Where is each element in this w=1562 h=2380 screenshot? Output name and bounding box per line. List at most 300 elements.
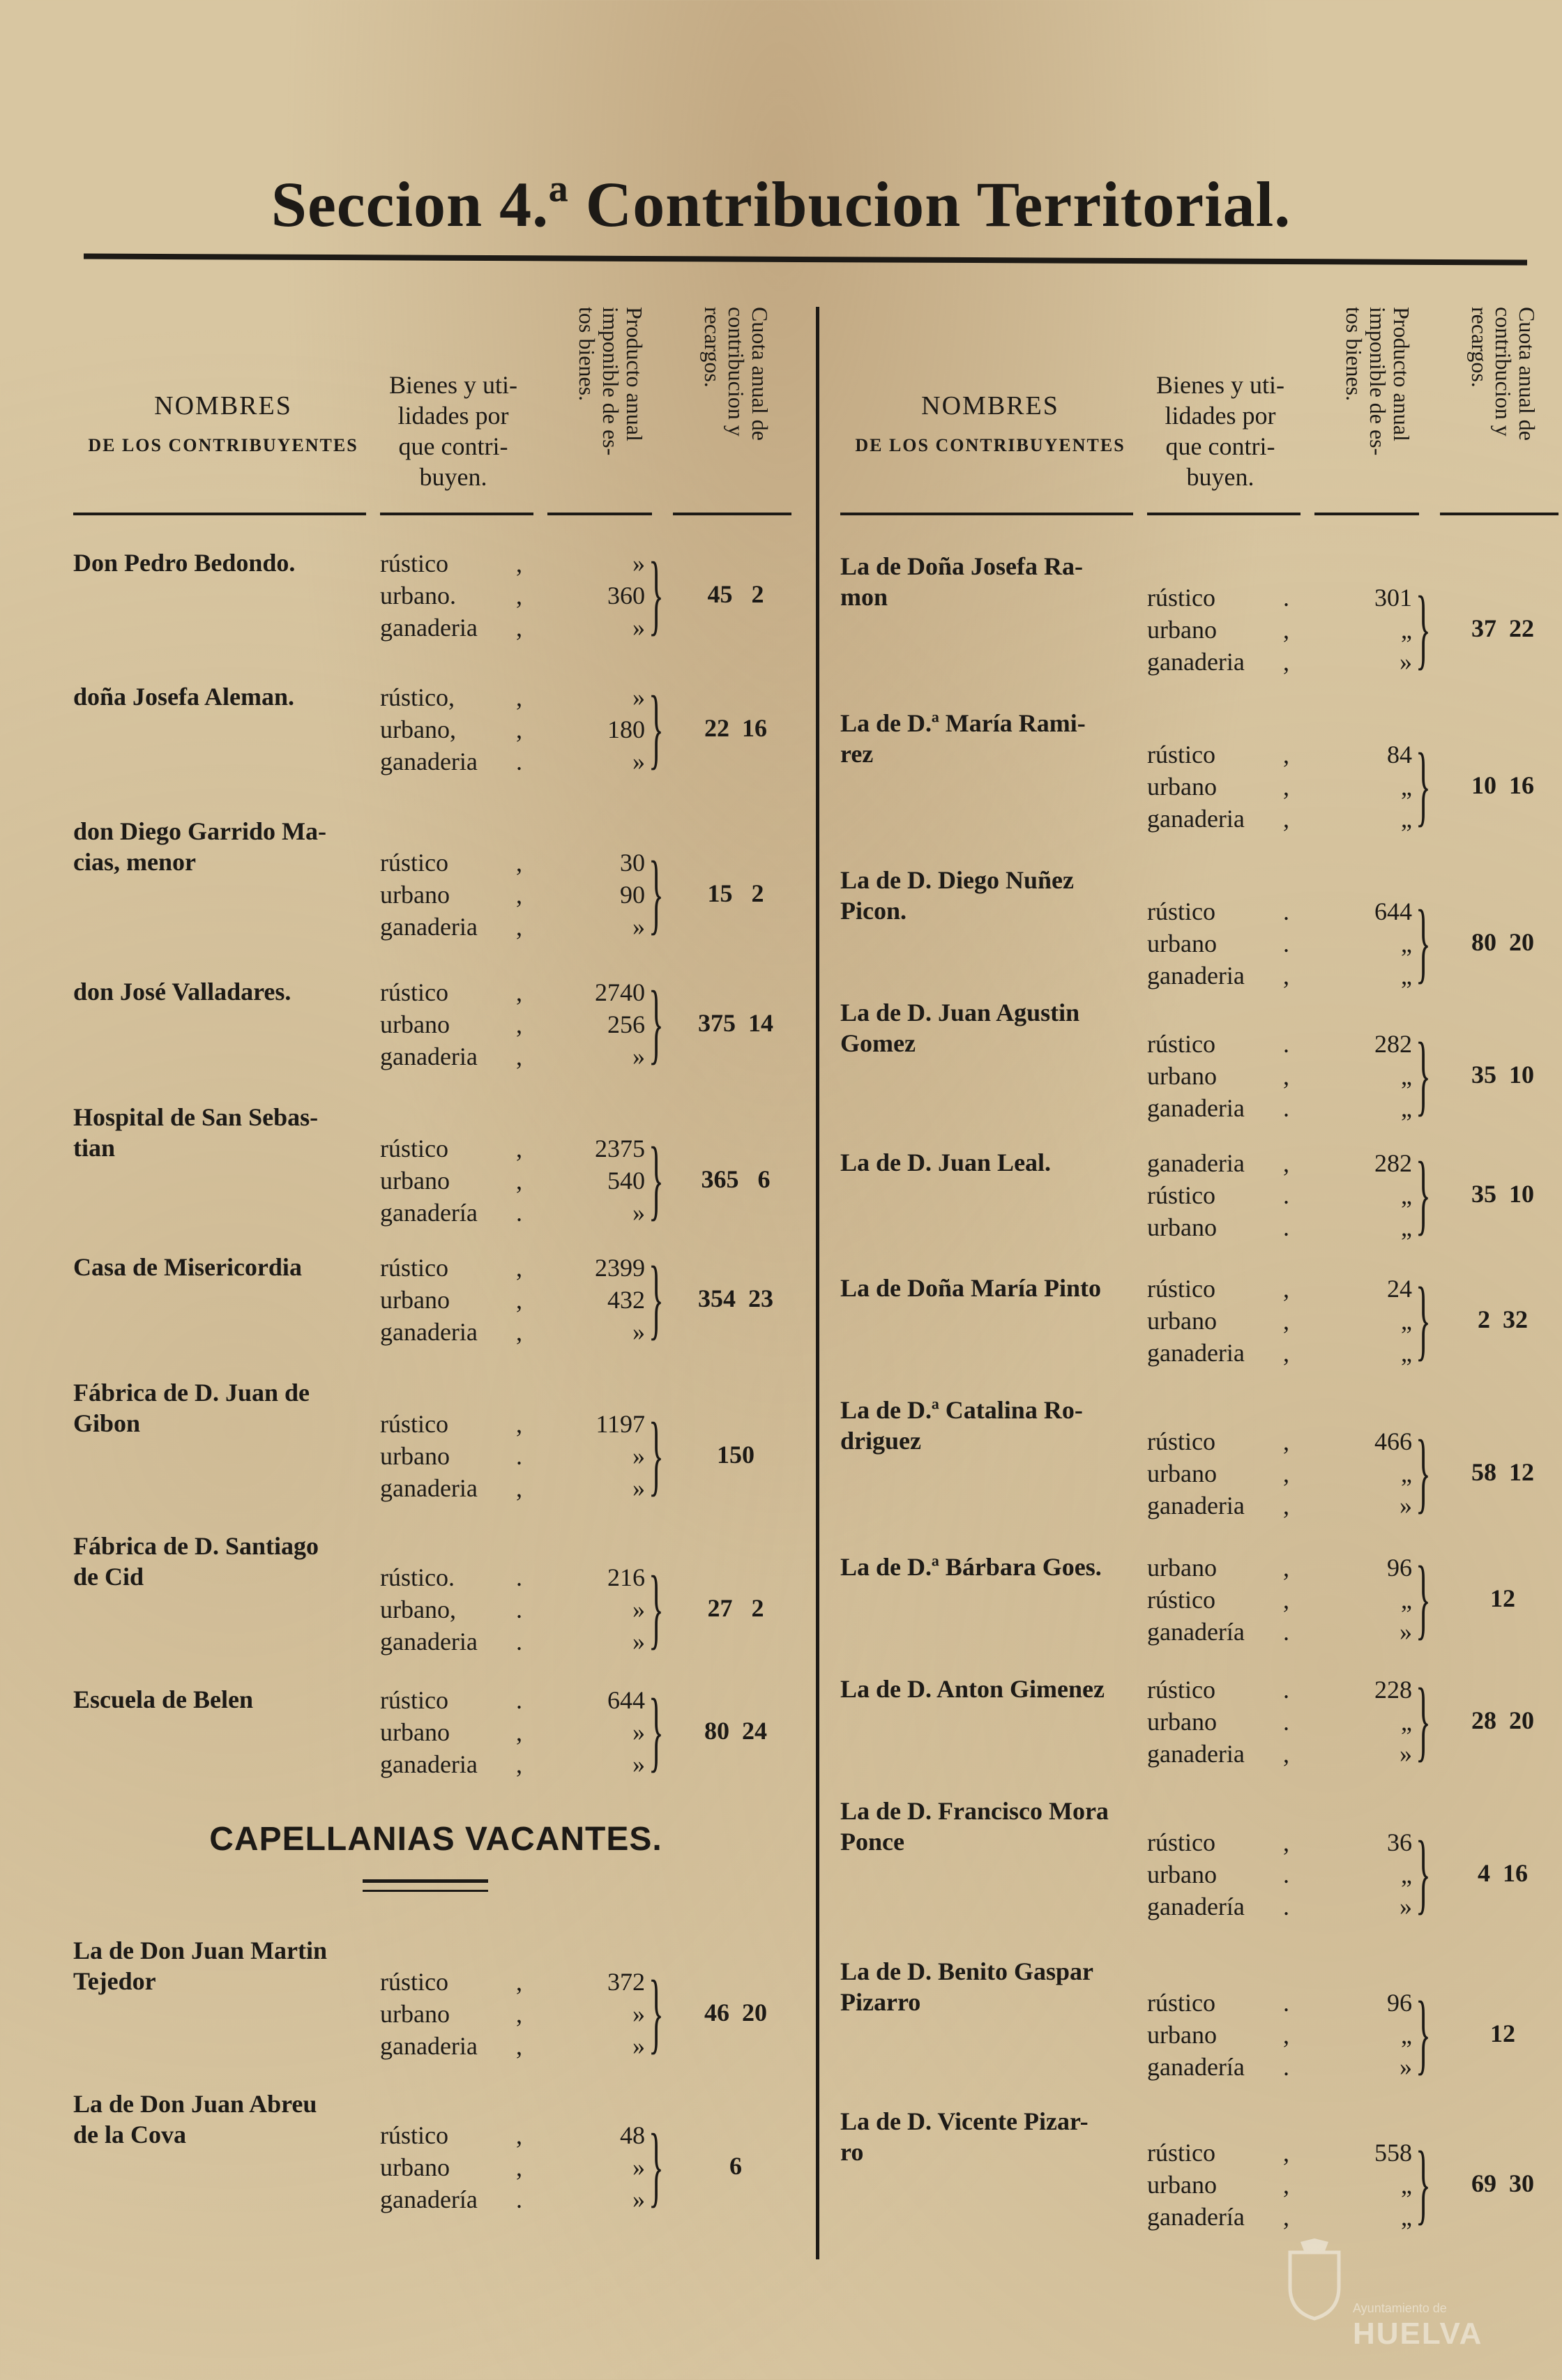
category-mark: . [1283,1213,1289,1241]
category-mark: , [1283,741,1289,768]
producto-value: 256 [607,1010,645,1038]
contributor-name: Don Pedro Bedondo. [73,549,296,577]
property-category [380,579,540,612]
category-mark: , [516,1750,522,1778]
producto-value: » [1400,648,1412,676]
property-category [1147,646,1307,678]
producto-value: » [632,1474,645,1502]
property-category [1147,1147,1307,1179]
category-mark: , [1283,2139,1289,2167]
category-label: urbano [1147,1460,1217,1487]
category-mark: , [1283,1828,1289,1856]
category-label: ganaderia [380,2032,478,2060]
property-category [1147,2137,1307,2169]
category-label: ganaderia [380,1318,478,1346]
shield-icon [1283,2238,1346,2322]
property-category [380,2119,540,2151]
property-category [1147,927,1307,960]
cuota-value: 375 14 [698,1009,773,1037]
producto-value: 644 [1374,897,1412,925]
category-label: ganadería [1147,1618,1245,1646]
category-label: ganaderia [380,1474,478,1502]
producto-value: 2375 [595,1135,645,1162]
producto-value: 558 [1374,2139,1412,2167]
contributor-name: Hospital de San Sebas- tian [73,1103,319,1162]
category-label: ganadería [380,1199,478,1227]
producto-value: 372 [607,1968,645,1996]
category-mark: , [1283,1062,1289,1090]
property-category [1147,1674,1307,1706]
category-mark: , [1283,1740,1289,1768]
property-category [380,1684,540,1716]
category-mark: , [1283,2171,1289,2199]
category-mark: . [1283,1708,1289,1736]
category-label: urbano [1147,930,1217,957]
property-category [1147,1273,1307,1305]
watermark-small-text: Ayuntamiento de [1353,2301,1447,2315]
property-category [380,1316,540,1348]
contributor-name: La de Doña Josefa Ra- mon [840,552,1083,611]
category-label: ganadería [380,2185,478,2213]
header-names-subtitle: DE LOS CONTRIBUYENTES [88,435,358,455]
category-mark: , [516,1043,522,1070]
header-names [73,391,373,456]
producto-value: 282 [1374,1030,1412,1058]
property-category [1147,1028,1307,1060]
category-label: rústico [1147,897,1215,925]
category-mark: , [516,1318,522,1346]
property-category [380,745,540,778]
category-mark: . [516,1628,522,1655]
producto-value: » [632,1043,645,1070]
brace-icon: } [1416,2133,1431,2234]
category-label: ganaderia [1147,648,1245,676]
category-mark: , [516,1718,522,1746]
category-label: urbano [1147,773,1217,801]
contributor-name: Fábrica de D. Juan de Gibon [73,1379,310,1437]
contributor-name: La de D.ª Catalina Ro- driguez [840,1396,1083,1455]
brace-icon: } [1416,1548,1431,1648]
category-mark: . [516,2185,522,2213]
contributor-name: La de D. Vicente Pizar- ro [840,2107,1089,2166]
property-category [1147,1858,1307,1890]
property-category [1147,2201,1307,2233]
category-label: urbano. [380,582,456,609]
header-rule [380,513,533,515]
producto-value: „ [1401,1860,1412,1888]
category-label: urbano [1147,1307,1217,1335]
producto-value: 2399 [595,1254,645,1282]
cuota-value: 150 [717,1441,755,1469]
producto-value: 90 [620,881,645,909]
header-producto: Producto anual imponible de es- tos bienes. [575,307,647,456]
property-category [1147,738,1307,771]
category-mark: , [516,1010,522,1038]
header-producto: Producto anual imponible de es- tos bienes. [1342,307,1414,456]
category-mark: . [1283,2053,1289,2081]
category-mark: . [1283,1181,1289,1209]
cuota-value: 6 [729,2152,742,2180]
contributor-name: La de D. Francisco Mora Ponce [840,1797,1109,1856]
property-category [380,547,540,579]
brace-icon: } [649,1962,664,2063]
category-label: ganaderia [380,913,478,941]
cuota-value: 4 16 [1478,1859,1528,1887]
producto-value: „ [1401,805,1412,833]
producto-value: » [632,1718,645,1746]
property-category [1147,1706,1307,1738]
property-category [1147,1425,1307,1457]
property-category [1147,2051,1307,2083]
section-title-capellanias: CAPELLANIAS VACANTES. [209,1821,662,1858]
contributor-name: La de D. Juan Agustin Gomez [840,999,1080,1057]
producto-value: 1197 [596,1410,645,1438]
category-label: urbano, [380,1595,456,1623]
category-label: rústico [1147,1275,1215,1303]
category-label: ganaderia [1147,1149,1245,1177]
producto-value: 228 [1374,1676,1412,1704]
property-category [380,1472,540,1504]
brace-icon: } [1416,1144,1431,1244]
producto-value: „ [1401,1586,1412,1614]
category-label: ganadería [1147,2203,1245,2231]
category-mark: . [1283,1094,1289,1122]
category-label: urbano [380,1718,450,1746]
producto-value: 84 [1387,741,1412,768]
producto-value: » [632,2000,645,2028]
category-mark: , [1283,1492,1289,1519]
producto-value: » [632,683,645,711]
contributor-name: Fábrica de D. Santiago de Cid [73,1532,319,1591]
property-category [380,879,540,911]
property-category [1147,1584,1307,1616]
producto-value: » [1400,1618,1412,1646]
property-category [1147,1092,1307,1124]
producto-value: 282 [1374,1149,1412,1177]
category-label: ganadería [1147,1893,1245,1920]
contributor-name: Casa de Misericordia [73,1253,302,1281]
category-label: rústico [380,1135,448,1162]
contributor-name: La de D. Benito Gaspar Pizarro [840,1957,1094,2016]
producto-value: 36 [1387,1828,1412,1856]
category-mark: , [1283,616,1289,644]
header-rule [73,513,366,515]
producto-value: » [1400,2053,1412,2081]
producto-value: 644 [607,1686,645,1714]
brace-icon: } [649,1558,664,1658]
category-label: urbano [380,1010,450,1038]
producto-value: „ [1401,773,1412,801]
producto-value: 301 [1374,584,1412,612]
category-label: urbano, [380,715,456,743]
producto-value: 96 [1387,1989,1412,2017]
property-category [1147,1211,1307,1243]
category-label: rústico [1147,1828,1215,1856]
category-label: rústico [1147,584,1215,612]
cuota-value: 35 10 [1471,1180,1534,1208]
category-mark: , [516,683,522,711]
brace-icon: } [1416,578,1431,679]
right-header [840,307,1562,516]
producto-value: „ [1401,1339,1412,1367]
producto-value: 216 [607,1563,645,1591]
category-label: urbano [1147,1554,1217,1582]
producto-value: » [1400,1740,1412,1768]
producto-value: » [632,913,645,941]
category-mark: , [1283,1307,1289,1335]
category-label: rústico [380,978,448,1006]
header-names-subtitle: DE LOS CONTRIBUYENTES [855,435,1125,455]
brace-icon: } [649,973,664,1073]
producto-value: 48 [620,2121,645,2149]
contributor-name: La de D. Anton Gimenez [840,1675,1105,1703]
category-mark: , [1283,1339,1289,1367]
property-category [380,1132,540,1165]
property-category [380,1408,540,1440]
brace-icon: } [1416,1422,1431,1522]
property-category [1147,2019,1307,2051]
category-mark: , [516,1474,522,1502]
cuota-value: 37 22 [1471,614,1534,642]
property-category [1147,803,1307,835]
producto-value: „ [1401,1181,1412,1209]
category-mark: . [516,1686,522,1714]
producto-value: „ [1401,2171,1412,2199]
header-bienes: Bienes y uti- lidades por que contri- buyen. [1156,371,1284,491]
property-category [380,1998,540,2030]
property-category [380,2151,540,2183]
brace-icon: } [649,843,664,943]
category-mark: . [516,1595,522,1623]
producto-value: » [1400,1492,1412,1519]
producto-value: » [1400,1893,1412,1920]
contributor-name: La de D. Juan Leal. [840,1149,1052,1176]
header-rule [1314,513,1419,515]
category-label: rústico [1147,1989,1215,2017]
category-mark: . [516,1199,522,1227]
page-title: Seccion 4.ª Contribucion Territorial. [271,169,1291,240]
category-label: ganaderia [1147,1492,1245,1519]
contributor-name: La de Doña María Pinto [840,1274,1101,1302]
category-mark: , [516,913,522,941]
property-category [1147,2169,1307,2201]
producto-value: » [632,1442,645,1470]
property-category [1147,771,1307,803]
cuota-value: 35 10 [1471,1061,1534,1089]
brace-icon: } [649,1248,664,1349]
property-category [380,1748,540,1780]
category-mark: , [1283,962,1289,990]
producto-value: 180 [607,715,645,743]
brace-icon: } [1416,735,1431,835]
brace-icon: } [649,1404,664,1505]
brace-icon: } [649,678,664,778]
category-mark: , [516,2032,522,2060]
category-label: rústico [1147,741,1215,768]
header-bienes: Bienes y uti- lidades por que contri- buyen. [389,371,517,491]
contributor-name: Escuela de Belen [73,1685,253,1713]
brace-icon: } [649,544,664,644]
category-mark: . [1283,1618,1289,1646]
category-mark: , [516,549,522,577]
property-category [380,1197,540,1229]
contributor-name: doña Josefa Aleman. [73,683,295,711]
property-category [380,1716,540,1748]
property-category [380,911,540,943]
category-mark: , [516,1167,522,1195]
cuota-value: 69 30 [1471,2169,1534,2197]
category-label: rústico [1147,2139,1215,2167]
property-category [1147,582,1307,614]
producto-value: 466 [1374,1427,1412,1455]
contributor-name: La de Don Juan Martin Tejedor [73,1936,328,1995]
producto-value: „ [1401,1708,1412,1736]
producto-value: „ [1401,616,1412,644]
cuota-value: 80 20 [1471,928,1534,956]
category-mark: , [516,2000,522,2028]
header-rule [547,513,652,515]
producto-value: „ [1401,2203,1412,2231]
header-cuota: Cuota anual de contribucion y recargos. [1467,307,1540,441]
category-mark: . [1283,930,1289,957]
cuota-value: 46 20 [704,1999,767,2026]
header-rule [1440,513,1559,515]
producto-value: » [632,614,645,642]
cuota-value: 365 6 [701,1165,771,1193]
producto-value: » [632,1318,645,1346]
category-label: rústico [380,2121,448,2149]
category-mark: . [1283,1676,1289,1704]
category-mark: . [516,1442,522,1470]
category-mark: , [516,1135,522,1162]
category-label: rústico [380,1686,448,1714]
cuota-value: 12 [1490,2019,1515,2047]
category-label: ganaderia [380,614,478,642]
category-label: ganaderia [1147,1339,1245,1367]
brace-icon: } [1416,892,1431,992]
category-mark: . [516,748,522,775]
category-mark: , [516,849,522,877]
cuota-value: 28 20 [1471,1706,1534,1734]
category-mark: . [1283,897,1289,925]
section-rule [363,1879,488,1892]
property-category [1147,1890,1307,1923]
category-mark: . [1283,1030,1289,1058]
category-label: rústico [380,849,448,877]
contributor-name: La de D. Diego Nuñez Picon. [840,866,1074,925]
producto-value: » [632,549,645,577]
property-category [380,2183,540,2215]
header-names-title: NOMBRES [921,391,1059,420]
category-label: urbano [380,881,450,909]
category-label: rústico [1147,1427,1215,1455]
producto-value: » [632,2032,645,2060]
huelva-watermark-logo [1283,2238,1483,2364]
producto-value: » [632,2153,645,2181]
producto-value: » [632,748,645,775]
property-category [380,1625,540,1658]
category-label: rústico [1147,1030,1215,1058]
category-mark: , [516,978,522,1006]
property-category [1147,1987,1307,2019]
brace-icon: } [649,2116,664,2216]
producto-value: „ [1401,1062,1412,1090]
cuota-value: 80 24 [704,1717,767,1745]
category-mark: , [1283,1275,1289,1303]
category-mark: , [1283,1427,1289,1455]
header-names [840,391,1140,456]
category-mark: , [516,1286,522,1314]
cuota-value: 58 12 [1471,1458,1534,1486]
category-label: ganaderia [380,1750,478,1778]
category-label: rústico. [380,1563,455,1591]
property-category [380,612,540,644]
contributor-name: don José Valladares. [73,978,291,1006]
producto-value: 2740 [595,978,645,1006]
left-column [73,307,798,2259]
property-category [1147,960,1307,992]
category-mark: . [1283,1893,1289,1920]
producto-value: „ [1401,930,1412,957]
producto-value: 24 [1387,1275,1412,1303]
property-category [380,1165,540,1197]
brace-icon: } [1416,1024,1431,1125]
category-label: ganaderia [1147,805,1245,833]
category-label: rústico [1147,1676,1215,1704]
category-label: urbano [380,1442,450,1470]
left-header [73,307,798,516]
cuota-value: 45 2 [707,580,764,608]
brace-icon: } [1416,1823,1431,1923]
category-label: urbano [1147,1062,1217,1090]
cuota-value: 2 32 [1478,1305,1528,1333]
property-category [380,1440,540,1472]
producto-value: „ [1401,1307,1412,1335]
category-mark: . [1283,1860,1289,1888]
category-mark: , [1283,773,1289,801]
property-category [1147,1179,1307,1211]
property-category [380,1593,540,1625]
property-category [1147,1305,1307,1337]
contributor-name: La de Don Juan Abreu de la Cova [73,2090,317,2148]
producto-value: » [632,1595,645,1623]
category-label: rústico [380,1254,448,1282]
category-mark: , [516,715,522,743]
category-mark: . [1283,584,1289,612]
category-mark: , [516,881,522,909]
category-mark: , [1283,805,1289,833]
producto-value: » [632,1199,645,1227]
producto-value: 432 [607,1286,645,1314]
category-mark: , [516,2153,522,2181]
column-divider [816,307,819,2259]
category-label: urbano [1147,2021,1217,2049]
category-mark: , [516,614,522,642]
category-label: urbano [380,1167,450,1195]
category-label: ganaderia [380,1043,478,1070]
cuota-value: 22 16 [704,714,767,742]
header-cuota: Cuota anual de contribucion y recargos. [700,307,773,441]
category-mark: , [516,1410,522,1438]
category-label: urbano [380,2000,450,2028]
category-mark: , [1283,1149,1289,1177]
brace-icon: } [649,1129,664,1229]
property-category [1147,1826,1307,1858]
producto-value: „ [1401,1460,1412,1487]
producto-value: „ [1401,962,1412,990]
category-label: urbano [1147,2171,1217,2199]
property-category [380,2030,540,2062]
